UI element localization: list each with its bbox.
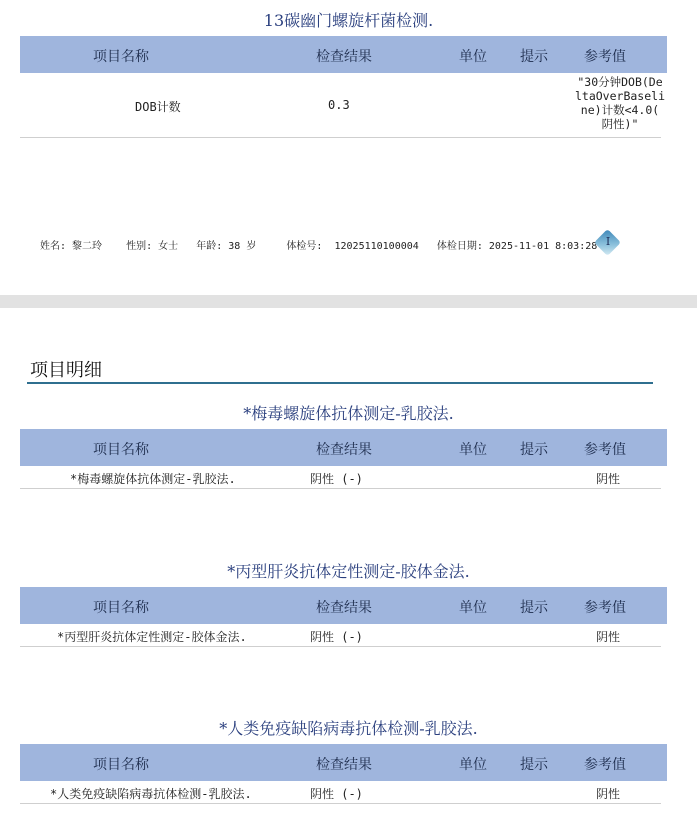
col-name-header: 项目名称 xyxy=(93,757,149,773)
item-name: *丙型肝炎抗体定性测定-胶体金法. xyxy=(57,630,247,644)
item-name: DOB计数 xyxy=(135,100,181,114)
col-unit-header: 单位 xyxy=(459,49,487,65)
col-name-header: 项目名称 xyxy=(93,600,149,616)
section-title: 13碳幽门螺旋杆菌检测. xyxy=(263,11,434,30)
item-result: 0.3 xyxy=(328,98,350,112)
badge-label: I xyxy=(605,235,611,248)
patient-info: 姓名: 黎二玲 性别: 女士 年龄: 38 岁 体检号: 12025110100004 体检日期: 2025-11-01 8:03:28 xyxy=(40,241,598,252)
table-row xyxy=(20,466,661,489)
table-header xyxy=(20,587,667,624)
col-reference-header: 参考值 xyxy=(584,757,626,773)
section-title: *人类免疫缺陷病毒抗体检测-乳胶法. xyxy=(219,719,478,738)
item-result: 阴性 (-) xyxy=(310,630,363,644)
item-result: 阴性 (-) xyxy=(310,787,363,801)
page-divider xyxy=(0,295,697,308)
col-hint-header: 提示 xyxy=(520,442,548,458)
page-badge xyxy=(594,229,622,257)
table-header xyxy=(20,744,667,781)
col-name-header: 项目名称 xyxy=(93,49,149,65)
col-unit-header: 单位 xyxy=(459,600,487,616)
col-hint-header: 提示 xyxy=(520,757,548,773)
detail-heading: 项目明细 xyxy=(30,360,102,381)
col-result-header: 检查结果 xyxy=(316,600,372,616)
item-reference: 阴性 xyxy=(596,472,621,486)
col-reference-header: 参考值 xyxy=(584,600,626,616)
item-name: *人类免疫缺陷病毒抗体检测-乳胶法. xyxy=(50,787,252,801)
col-name-header: 项目名称 xyxy=(93,442,149,458)
item-reference: 阴性 xyxy=(596,787,621,801)
col-result-header: 检查结果 xyxy=(316,442,372,458)
col-unit-header: 单位 xyxy=(459,757,487,773)
section-title: *丙型肝炎抗体定性测定-胶体金法. xyxy=(227,562,470,581)
section-title: *梅毒螺旋体抗体测定-乳胶法. xyxy=(243,404,454,423)
col-unit-header: 单位 xyxy=(459,442,487,458)
table-row xyxy=(20,624,661,647)
item-result: 阴性 (-) xyxy=(310,472,363,486)
col-reference-header: 参考值 xyxy=(584,442,626,458)
col-result-header: 检查结果 xyxy=(316,757,372,773)
item-reference: "30分钟DOB(De ltaOverBaseli ne)计数<4.0( 阴性)" xyxy=(574,75,665,131)
col-hint-header: 提示 xyxy=(520,49,548,65)
col-hint-header: 提示 xyxy=(520,600,548,616)
table-row xyxy=(20,781,661,804)
table-header xyxy=(20,36,667,73)
table-row xyxy=(20,73,665,138)
item-name: *梅毒螺旋体抗体测定-乳胶法. xyxy=(70,472,236,486)
item-reference: 阴性 xyxy=(596,630,621,644)
col-reference-header: 参考值 xyxy=(584,49,626,65)
table-header xyxy=(20,429,667,466)
heading-underline xyxy=(27,382,653,384)
col-result-header: 检查结果 xyxy=(316,49,372,65)
